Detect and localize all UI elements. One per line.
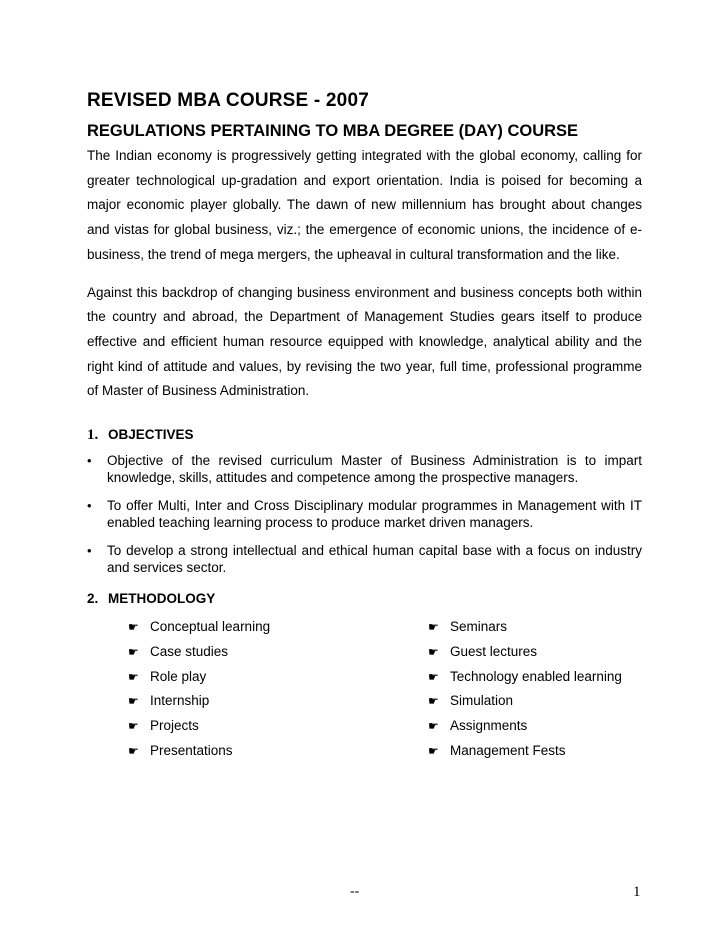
document-title: REVISED MBA COURSE - 2007	[87, 90, 369, 111]
methodology-item-label: Seminars	[450, 619, 508, 635]
methodology-item-label: Case studies	[150, 643, 229, 659]
methodology-item-label: Role play	[150, 668, 207, 684]
bullet-icon: •	[87, 498, 92, 514]
methodology-heading	[87, 590, 642, 608]
bullet-icon: •	[87, 453, 92, 469]
methodology-item	[387, 689, 642, 714]
methodology-grid	[87, 615, 642, 764]
pointing-hand-icon: ☛	[428, 744, 439, 759]
objectives-heading	[87, 426, 642, 444]
pointing-hand-icon: ☛	[428, 719, 439, 734]
document-subtitle: REGULATIONS PERTAINING TO MBA DEGREE (DAY) COURSE	[87, 122, 579, 140]
page-content	[87, 86, 642, 764]
page-number: 1	[633, 884, 641, 900]
methodology-item-label: Assignments	[450, 718, 528, 734]
methodology-title: METHODOLOGY	[108, 591, 216, 607]
methodology-item	[87, 640, 387, 665]
methodology-item	[87, 739, 387, 764]
pointing-hand-icon: ☛	[428, 694, 439, 709]
methodology-item	[87, 615, 387, 640]
pointing-hand-icon: ☛	[428, 669, 439, 684]
methodology-number: 2.	[87, 591, 99, 607]
pointing-hand-icon: ☛	[128, 719, 139, 734]
intro-paragraph-1: The Indian economy is progressively getting integrated with the global economy, calling for greater technological up-gradation and export orientation. India is poised for becoming a major economic player globally. The dawn of new millennium has brought about changes and vistas for global business, viz.; the emergence of economic unions, the incidence of e-business, the trend of mega mergers, the upheaval in cultural transformation and the like.	[87, 148, 642, 262]
pointing-hand-icon: ☛	[128, 744, 139, 759]
objectives-title: OBJECTIVES	[108, 427, 194, 443]
objective-text: To develop a strong intellectual and ethical human capital base with a focus on industry and services sector.	[107, 543, 642, 576]
methodology-right-column	[387, 615, 642, 764]
methodology-item	[87, 665, 387, 690]
footer-separator: --	[350, 884, 360, 899]
objective-item	[87, 542, 642, 576]
methodology-item	[387, 640, 642, 665]
bullet-icon: •	[87, 543, 92, 559]
methodology-item-label: Presentations	[150, 743, 233, 759]
pointing-hand-icon: ☛	[428, 644, 439, 659]
methodology-item-label: Internship	[150, 693, 210, 709]
intro-paragraph-2: Against this backdrop of changing business environment and business concepts both within the country and abroad, the Department of Management Studies gears itself to produce effective and efficient human resource equipped with knowledge, analytical ability and the right kind of attitude and values, by revising the two year, full time, professional programme of Master of Business Administration.	[87, 284, 642, 399]
objectives-number: 1.	[87, 427, 99, 444]
methodology-item	[387, 615, 642, 640]
objective-item	[87, 497, 642, 531]
objectives-list	[87, 452, 642, 576]
pointing-hand-icon: ☛	[128, 620, 139, 635]
pointing-hand-icon: ☛	[128, 694, 139, 709]
pointing-hand-icon: ☛	[128, 644, 139, 659]
pointing-hand-icon: ☛	[128, 669, 139, 684]
methodology-item-label: Conceptual learning	[150, 619, 271, 635]
objective-item	[87, 452, 642, 486]
methodology-item	[387, 739, 642, 764]
objective-text: To offer Multi, Inter and Cross Disciplinary modular programmes in Management with IT enabled teaching learning process to produce market driven managers.	[107, 498, 642, 531]
methodology-item	[387, 714, 642, 739]
methodology-item-label: Management Fests	[450, 743, 566, 759]
methodology-item-label: Projects	[150, 718, 199, 734]
methodology-item	[87, 714, 387, 739]
objective-text: Objective of the revised curriculum Master of Business Administration is to impart knowledge, skills, attitudes and competence among the prospective managers.	[107, 453, 642, 486]
methodology-item-label: Simulation	[450, 693, 514, 709]
methodology-item	[87, 689, 387, 714]
methodology-item	[387, 665, 642, 690]
methodology-item-label: Technology enabled learning	[450, 668, 622, 684]
methodology-item-label: Guest lectures	[450, 643, 538, 659]
pointing-hand-icon: ☛	[428, 620, 439, 635]
methodology-left-column	[87, 615, 387, 764]
